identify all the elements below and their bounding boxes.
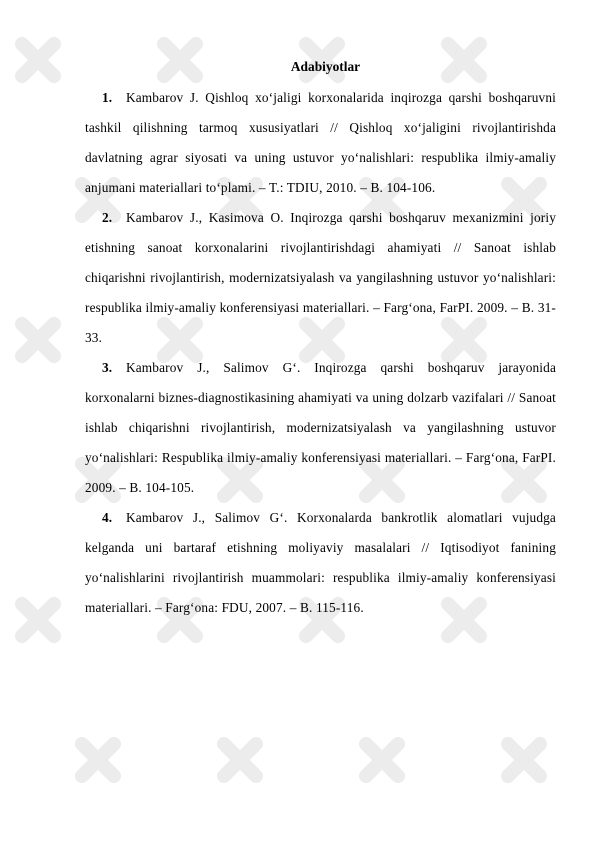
watermark-stroke [508, 744, 540, 776]
watermark-stroke [224, 744, 256, 776]
watermark-stroke [22, 44, 54, 76]
watermark-stroke [22, 324, 54, 356]
reference-number: 2. [102, 210, 113, 225]
watermark-stroke [82, 744, 114, 776]
watermark-stroke [224, 744, 256, 776]
watermark-stroke [22, 604, 54, 636]
watermark-stroke [22, 604, 54, 636]
watermark-stroke [82, 744, 114, 776]
reference-number: 1. [102, 90, 113, 105]
watermark-stroke [366, 744, 398, 776]
reference-number: 3. [102, 360, 113, 375]
reference-item-2 [85, 203, 556, 353]
reference-text: Kambarov J., Kasimova O. Inqirozga qarshi boshqaruv mexanizmini joriy etishning sanoat korxonalarini rivojlantirishdagi ahamiyati // Sanoat ishlab chiqarishni rivojlantirish, modernizatsiyalash va yangilashning ustuvor yo‘nalishlari: respublika ilmiy-amaliy konferensiyasi materiallari. – Farg‘ona, FarPI. 2009. – B. 31-33. [85, 210, 556, 345]
watermark-stroke [508, 744, 540, 776]
reference-text: Kambarov J. Qishloq xo‘jaligi korxonalarida inqirozga qarshi boshqaruvni tashkil qilishning tarmoq xususiyatlari // Qishloq xo‘jaligini rivojlantirishda davlatning agrar siyosati va uning ustuvor yo‘nalishlari: respublika ilmiy-amaliy anjumani materiallari to‘plami. – T.: TDIU, 2010. – B. 104-106. [85, 90, 556, 195]
reference-item-1 [85, 83, 556, 203]
reference-item-3 [85, 353, 556, 503]
reference-text: Kambarov J., Salimov G‘. Korxonalarda bankrotlik alomatlari vujudga kelganda uni bartaraf etishning moliyaviy masalalari // Iqtisodiyot fanining yo‘nalishlarini rivojlantirish muammolari: respublika ilmiy-amaliy konferensiyasi materiallari. – Farg‘ona: FDU, 2007. – B. 115-116. [85, 510, 556, 615]
reference-number: 4. [102, 510, 113, 525]
watermark-stroke [366, 744, 398, 776]
reference-text: Kambarov J., Salimov G‘. Inqirozga qarshi boshqaruv jarayonida korxonalarni biznes-diagnostikasining ahamiyati va uning dolzarb vazifalari // Sanoat ishlab chiqarishni rivojlantirish, modernizatsiyalash va yangilashning ustuvor yo‘nalishlari: Respublika ilmiy-amaliy konferensiyasi materiallari. – Farg‘ona, FarPI. 2009. – B. 104-105. [85, 360, 556, 495]
references-heading: Adabiyotlar [290, 59, 361, 74]
reference-item-4 [85, 503, 556, 623]
watermark-stroke [22, 44, 54, 76]
document-page [85, 52, 556, 623]
watermark-stroke [22, 324, 54, 356]
